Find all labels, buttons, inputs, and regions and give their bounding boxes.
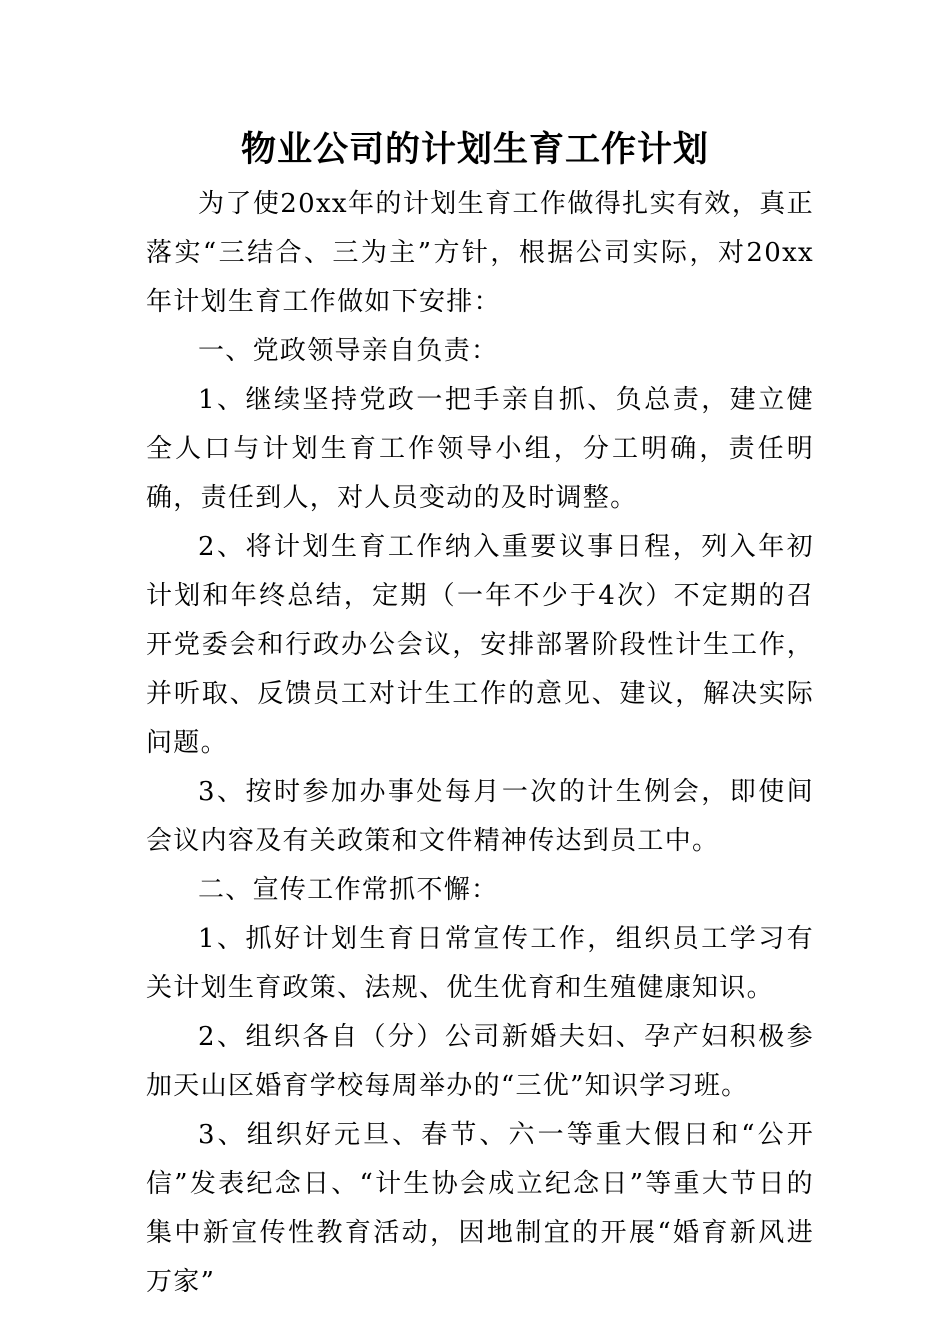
document-body — [146, 180, 814, 1307]
paragraph-2-1: 1、抓好计划生育日常宣传工作，组织员工学习有关计划生育政策、法规、优生优育和生殖健康知识。 — [146, 924, 814, 1003]
paragraph-intro: 为了使20xx年的计划生育工作做得扎实有效，真正落实“三结合、三为主”方针，根据公司实际，对20xx年计划生育工作做如下安排： — [146, 189, 814, 317]
paragraph-1-1: 1、继续坚持党政一把手亲自抓、负总责，建立健全人口与计划生育工作领导小组，分工明确，责任明确，责任到人，对人员变动的及时调整。 — [146, 385, 814, 513]
paragraph-1-3: 3、按时参加办事处每月一次的计生例会，即使间会议内容及有关政策和文件精神传达到员工中。 — [146, 777, 814, 856]
document-title: 物业公司的计划生育工作计划 — [240, 130, 709, 170]
section-heading-2: 二、宣传工作常抓不懈： — [198, 875, 499, 905]
paragraph-2-2: 2、组织各自（分）公司新婚夫妇、孕产妇积极参加天山区婚育学校每周举办的“三优”知识学习班。 — [146, 1022, 814, 1101]
paragraph-1-2: 2、将计划生育工作纳入重要议事日程，列入年初计划和年终总结，定期（一年不少于4次）不定期的召开党委会和行政办公会议，安排部署阶段性计生工作，并听取、反馈员工对计生工作的意见、建议，解决实际问题。 — [146, 532, 814, 758]
section-heading-1: 一、党政领导亲自负责： — [198, 336, 499, 366]
paragraph-2-3: 3、组织好元旦、春节、六一等重大假日和“公开信”发表纪念日、“计生协会成立纪念日”等重大节日的集中新宣传性教育活动，因地制宜的开展“婚育新风进万家” — [146, 1120, 814, 1297]
